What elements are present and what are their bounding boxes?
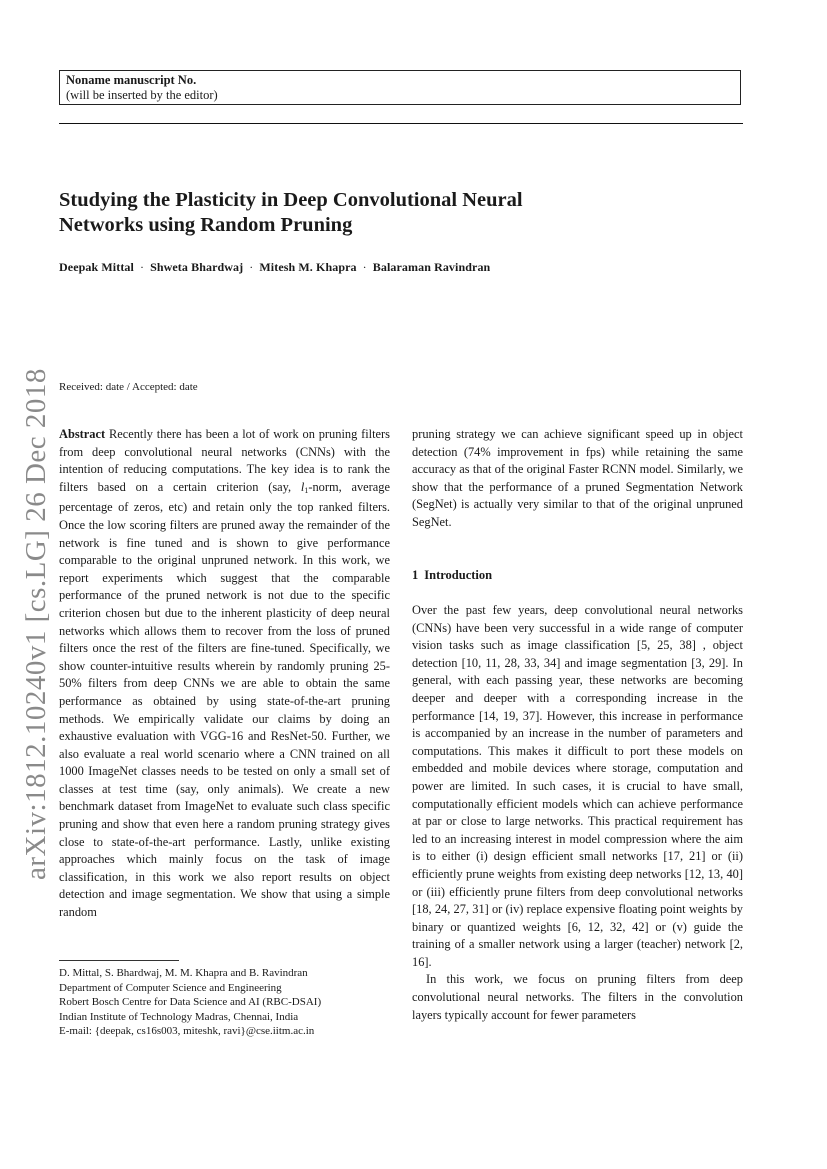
abstract-text-part-1: Recently there has been a lot of work on pruning filters from deep convolutional neural networks (CNNs) with the intention of reducing computations. The key idea is to rank the filters based on a certain criterion (say, — [59, 427, 390, 494]
editor-notice-text: (will be inserted by the editor) — [66, 88, 218, 102]
arxiv-identifier-stamp: arXiv:1812.10240v1 [cs.LG] 26 Dec 2018 — [20, 368, 52, 880]
section-number: 1 — [412, 568, 419, 582]
author-name: Deepak Mittal — [59, 260, 134, 274]
author-name: Mitesh M. Khapra — [259, 260, 357, 274]
introduction-paragraph-1: Over the past few years, deep convolutional neural networks (CNNs) have been very successful in a wide range of computer vision tasks such as image classification [5, 25, 38] , object detection [10, 11, 28, 33, 34] and image segmentation [3, 29]. In general, with each passing year, these networks are becoming deeper and deeper with a corresponding increase in the performance [14, 19, 37]. However, this increase in performance is accompanied by an increase in the number of parameters and computations. This makes it difficult to port these models on embedded and mobile devices where storage, computation and power are limited. In such cases, it is crucial to have small, computationally efficient models which can achieve performance at par or close to large networks. This practical requirement has led to an increasing interest in model compression where the aim is to either (i) design efficient small networks [17, 21] or (ii) efficiently prune weights from existing deep networks [12, 13, 40] or (iii) efficiently prune filters from deep convolutional networks [18, 24, 27, 31] or (iv) replace expensive floating point weights by binary or quantized weights [6, 12, 32, 42] or (v) guide the training of a smaller network using a larger (teacher) network [2, 16]. — [412, 603, 743, 969]
author-separator: · — [139, 260, 145, 274]
introduction-body — [412, 602, 743, 1149]
author-list — [59, 260, 749, 275]
abstract-paragraph — [59, 426, 390, 922]
footnote-department: Department of Computer Science and Engineering — [59, 981, 282, 994]
abstract-text-part-2: -norm, average percentage of zeros, etc) and retain only the top ranked filters. Once the low scoring filters are pruned away the remainder of the network is fine tuned and is shown to give performance comparable to the original unpruned network. In this work, we report experiments which suggest that the comparable performance of the pruned network is not due to the specific criterion chosen but due to the inherent plasticity of deep neural networks which allows them to recover from the loss of pruned filters once the rest of the filters are fine-tuned. Specifically, we show counter-intuitive results wherein by randomly pruning 25-50% filters from deep CNNs we are able to obtain the same performance as obtained by using state-of-the-art pruning methods. We empirically validate our claims by doing an exhaustive evaluation with VGG-16 and ResNet-50. Further, we also evaluate a real world scenario where a CNN trained on all 1000 ImageNet classes needs to be tested on only a small set of classes at test time (say, only animals). We create a new benchmark dataset from ImageNet to evaluate such class specific pruning and show that even here a random pruning strategy gives close to state-of-the-art performance. Lastly, unlike existing approaches which mainly focus on the task of image classification, in this work we also report results on object detection and image segmentation. We show that using a simple random — [59, 479, 390, 920]
footnote-centre: Robert Bosch Centre for Data Science and AI (RBC-DSAI) — [59, 996, 322, 1009]
abstract-continuation-column — [412, 426, 743, 532]
l1-norm-subscript: 1 — [304, 485, 309, 495]
l1-norm-symbol: l — [300, 479, 305, 494]
author-name: Shweta Bhardwaj — [150, 260, 244, 274]
author-name: Balaraman Ravindran — [372, 260, 491, 274]
footnote-institute: Indian Institute of Technology Madras, Chennai, India — [59, 1010, 299, 1023]
abstract-continuation: pruning strategy we can achieve significant speed up in object detection (74% improvement in fps) while retaining the same accuracy as that of the original Faster RCNN model. Similarly, we show that the performance of a pruned Segmentation Network (SegNet) is actually very similar to that of the original unpruned SegNet. — [412, 427, 743, 529]
footnote-email: E-mail: {deepak, cs16s003, miteshk, ravi}@cse.iitm.ac.in — [59, 1025, 315, 1038]
introduction-paragraph-2: In this work, we focus on pruning filters from deep convolutional neural networks. The filters in the convolution layers typically account for fewer parameters — [412, 972, 743, 1022]
footnote-rule — [59, 960, 179, 961]
author-separator: · — [362, 260, 367, 274]
header-rule — [59, 123, 743, 124]
author-separator: · — [249, 260, 254, 274]
title-line-1: Studying the Plasticity in Deep Convolutional Neural — [59, 189, 523, 211]
manuscript-number-label: Noname manuscript No. — [66, 73, 197, 87]
paper-title — [59, 188, 749, 238]
section-title: Introduction — [424, 568, 493, 582]
author-affiliation-footnote — [59, 966, 399, 1039]
section-heading-introduction — [412, 568, 492, 583]
received-date: Received: date / Accepted: date — [59, 381, 198, 393]
editor-notice-box — [59, 70, 741, 105]
abstract-column — [59, 426, 390, 922]
abstract-label: Abstract — [59, 427, 106, 441]
footnote-authors: D. Mittal, S. Bhardwaj, M. M. Khapra and B. Ravindran — [59, 967, 308, 979]
title-line-2: Networks using Random Pruning — [59, 214, 353, 236]
